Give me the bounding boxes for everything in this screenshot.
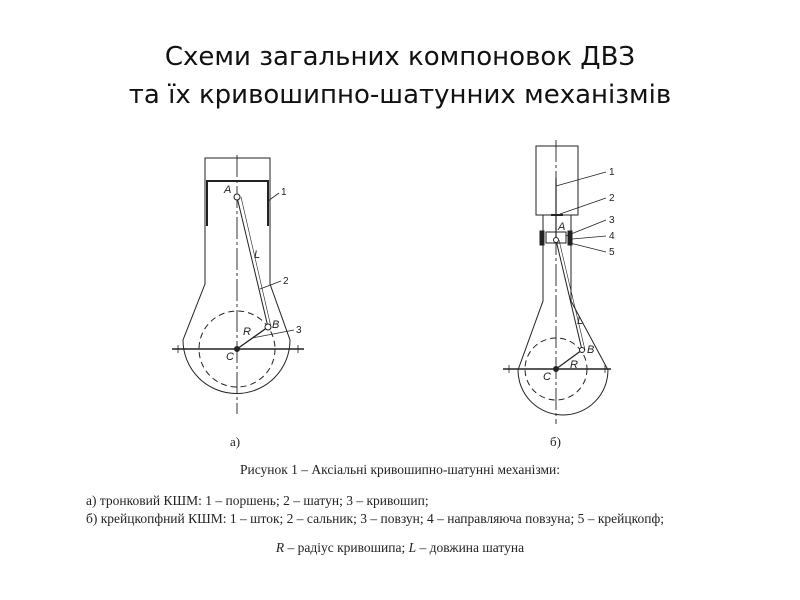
label-l-b: L [577, 315, 584, 327]
label-point-a-b: A [558, 221, 566, 233]
leader-2-b [560, 198, 606, 214]
caption-legend [0, 540, 800, 556]
label-r-a: R [243, 326, 251, 338]
caption-line-a: а) тронковий КШМ: 1 – поршень; 2 – шатун; 3 – кривошип; [86, 493, 429, 508]
label-point-a-a: A [224, 184, 232, 196]
legend-l-text: – довжина шатуна [416, 540, 525, 555]
guide-right-b [568, 231, 572, 245]
callout-4-b: 4 [609, 231, 615, 242]
diagram-b [503, 140, 611, 424]
sublabel-a: а) [230, 434, 241, 449]
piston-a [207, 181, 268, 226]
label-r-b: R [570, 359, 578, 371]
legend-r-symbol: R [275, 540, 285, 555]
label-point-c-b: C [543, 371, 551, 383]
piston-b [536, 146, 578, 215]
housing-a [183, 158, 290, 394]
connecting-rod-b [556, 240, 582, 350]
sublabel-b: б) [550, 434, 561, 449]
housing-b [518, 215, 608, 415]
label-point-c-a: C [226, 351, 234, 363]
label-point-b-a: B [272, 319, 280, 331]
callout-3-b: 3 [609, 215, 615, 226]
figure-caption: Рисунок 1 – Аксіальні кривошипно-шатунні механізми: [239, 462, 561, 477]
crank-b [556, 350, 582, 369]
leader-5-b [570, 243, 606, 252]
label-l-a: L [254, 249, 261, 261]
callout-1-a: 1 [281, 187, 287, 198]
leader-4-b [572, 236, 606, 239]
callout-1-b: 1 [609, 167, 615, 178]
legend-r-text: – радіус кривошипа; [284, 540, 409, 555]
title-line-1: Схеми загальних компоновок ДВЗ [164, 42, 636, 72]
point-a-marker-a [234, 194, 240, 200]
callout-5-b: 5 [609, 247, 615, 258]
point-b-marker-b [580, 348, 585, 353]
callout-2-a: 2 [283, 276, 289, 287]
caption-line-b: б) крейцкопфний КШМ: 1 – шток; 2 – сальник; 3 – повзун; 4 – направляюча повзуна; 5 – крейцкопф; [86, 511, 664, 526]
point-c-marker-a [235, 347, 240, 352]
leader-3-b [566, 220, 606, 236]
legend-l-symbol: L [408, 540, 417, 555]
point-a-marker-b [554, 238, 559, 243]
leader-1-b [556, 172, 606, 186]
point-c-marker-b [554, 367, 559, 372]
callout-3-a: 3 [296, 325, 302, 336]
labels-b [543, 167, 615, 383]
callout-2-b: 2 [609, 193, 615, 204]
connecting-rod-a [237, 197, 268, 327]
label-point-b-b: B [587, 344, 595, 356]
point-b-marker-a [265, 324, 271, 330]
guide-left-b [540, 231, 544, 245]
title-line-2: та їх кривошипно-шатунних механізмів [128, 80, 672, 110]
